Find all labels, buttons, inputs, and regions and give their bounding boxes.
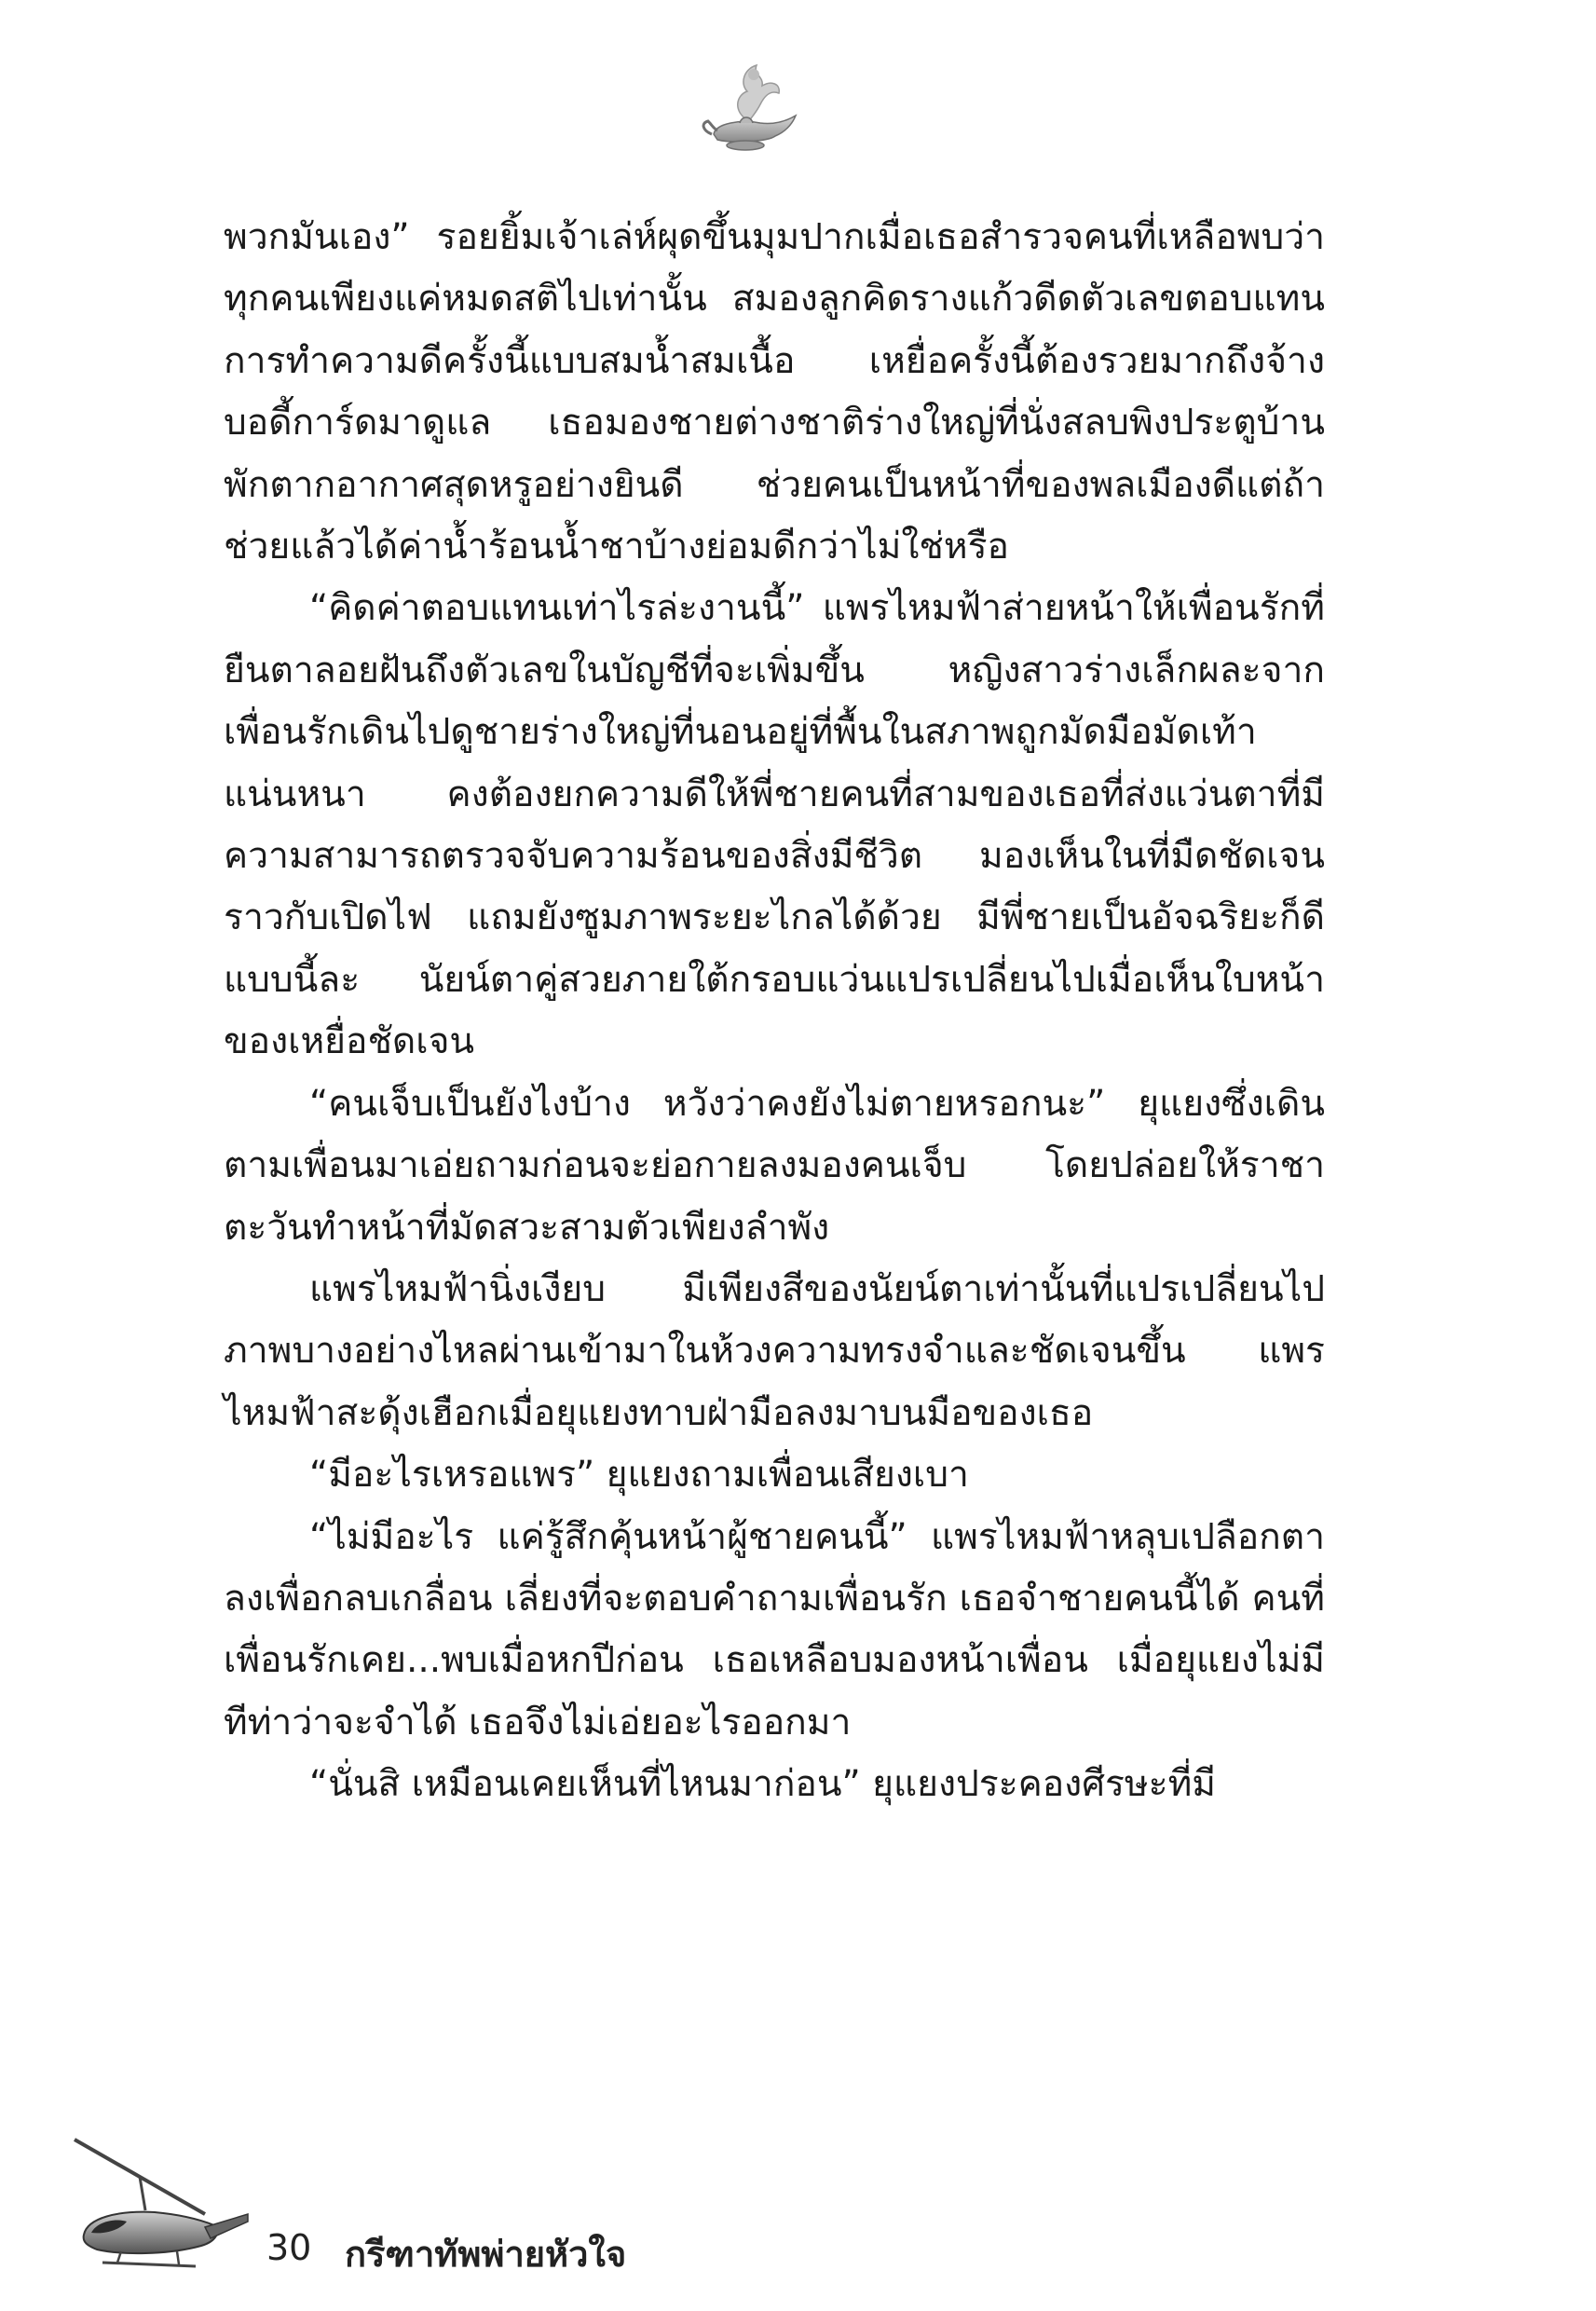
paragraph: “มีอะไรเหรอแพร” ยุแยงถามเพื่อนเสียงเบา: [309, 1454, 969, 1497]
paragraph: พวกมันเอง” รอยยิ้มเจ้าเล่ห์ผุดขึ้นมุมปากเมื่อเธอสำรวจคนที่เหลือพบว่าทุกคนเพียงแค่หมดสติไปเท่านั้น สมองลูกคิดรางแก้วดีดตัวเลขตอบแทนการทำความดีครั้งนี้แบบสมน้ำสมเนื้อ เหยื่อครั้งนี้ต้องรวยมากถึงจ้างบอดี้การ์ดมาดูแล เธอมองชายต่างชาติร่างใหญ่ที่นั่งสลบพิงประตูบ้านพักตากอากาศสุดหรูอย่างยินดี ช่วยคนเป็นหน้าที่ของพลเมืองดีแต่ถ้าช่วยแล้วได้ค่าน้ำร้อนน้ำชาบ้างย่อมดีกว่าไม่ใช่หรือ: [224, 216, 1325, 568]
paragraph: “ไม่มีอะไร แค่รู้สึกคุ้นหน้าผู้ชายคนนี้” แพรไหมฟ้าหลุบเปลือกตาลงเพื่อกลบเกลื่อน เลี่ยงที่จะตอบคำถามเพื่อนรัก เธอจำชายคนนี้ได้ คนที่เพื่อนรักเคย...พบเมื่อหกปีก่อน เธอเหลือบมองหน้าเพื่อน เมื่อยุแยงไม่มีทีท่าว่าจะจำได้ เธอจึงไม่เอ่ยอะไรออกมา: [224, 1515, 1325, 1744]
book-title: กรีฑาทัพพ่ายหัวใจ: [345, 2234, 627, 2275]
body-text: [224, 207, 1325, 1816]
paragraph: แพรไหมฟ้านิ่งเงียบ มีเพียงสีของนัยน์ตาเท่านั้นที่แปรเปลี่ยนไป ภาพบางอย่างไหลผ่านเข้ามาในห้วงความทรงจำและชัดเจนขึ้น แพรไหมฟ้าสะดุ้งเฮือกเมื่อยุแยงทาบฝ่ามือลงมาบนมือของเธอ: [224, 1267, 1325, 1434]
page-number: 30: [266, 2227, 312, 2268]
genie-lamp-icon: [695, 56, 807, 158]
paragraph: “นั่นสิ เหมือนเคยเห็นที่ไหนมาก่อน” ยุแยงประคองศีรษะที่มี: [309, 1763, 1216, 1806]
paragraph: “คิดค่าตอบแทนเท่าไรล่ะงานนี้” แพรไหมฟ้าส่ายหน้าให้เพื่อนรักที่ยืนตาลอยฝันถึงตัวเลขในบัญชีที่จะเพิ่มขึ้น หญิงสาวร่างเล็กผละจากเพื่อนรักเดินไปดูชายร่างใหญ่ที่นอนอยู่ที่พื้นในสภาพถูกมัดมือมัดเท้าแน่นหนา คงต้องยกความดีให้พี่ชายคนที่สามของเธอที่ส่งแว่นตาที่มีความสามารถตรวจจับความร้อนของสิ่งมีชีวิต มองเห็นในที่มืดชัดเจนราวกับเปิดไฟ แถมยังซูมภาพระยะไกลได้ด้วย มีพี่ชายเป็นอัจฉริยะก็ดีแบบนี้ละ นัยน์ตาคู่สวยภายใต้กรอบแว่นแปรเปลี่ยนไปเมื่อเห็นใบหน้าของเหยื่อชัดเจน: [224, 587, 1325, 1063]
page-footer: [65, 2125, 904, 2311]
paragraph: “คนเจ็บเป็นยังไงบ้าง หวังว่าคงยังไม่ตายหรอกนะ” ยุแยงซึ่งเดินตามเพื่อนมาเอ่ยถามก่อนจะย่อกายลงมองคนเจ็บ โดยปล่อยให้ราชาตะวันทำหน้าที่มัดสวะสามตัวเพียงลำพัง: [224, 1082, 1325, 1249]
helicopter-icon: [65, 2125, 252, 2302]
